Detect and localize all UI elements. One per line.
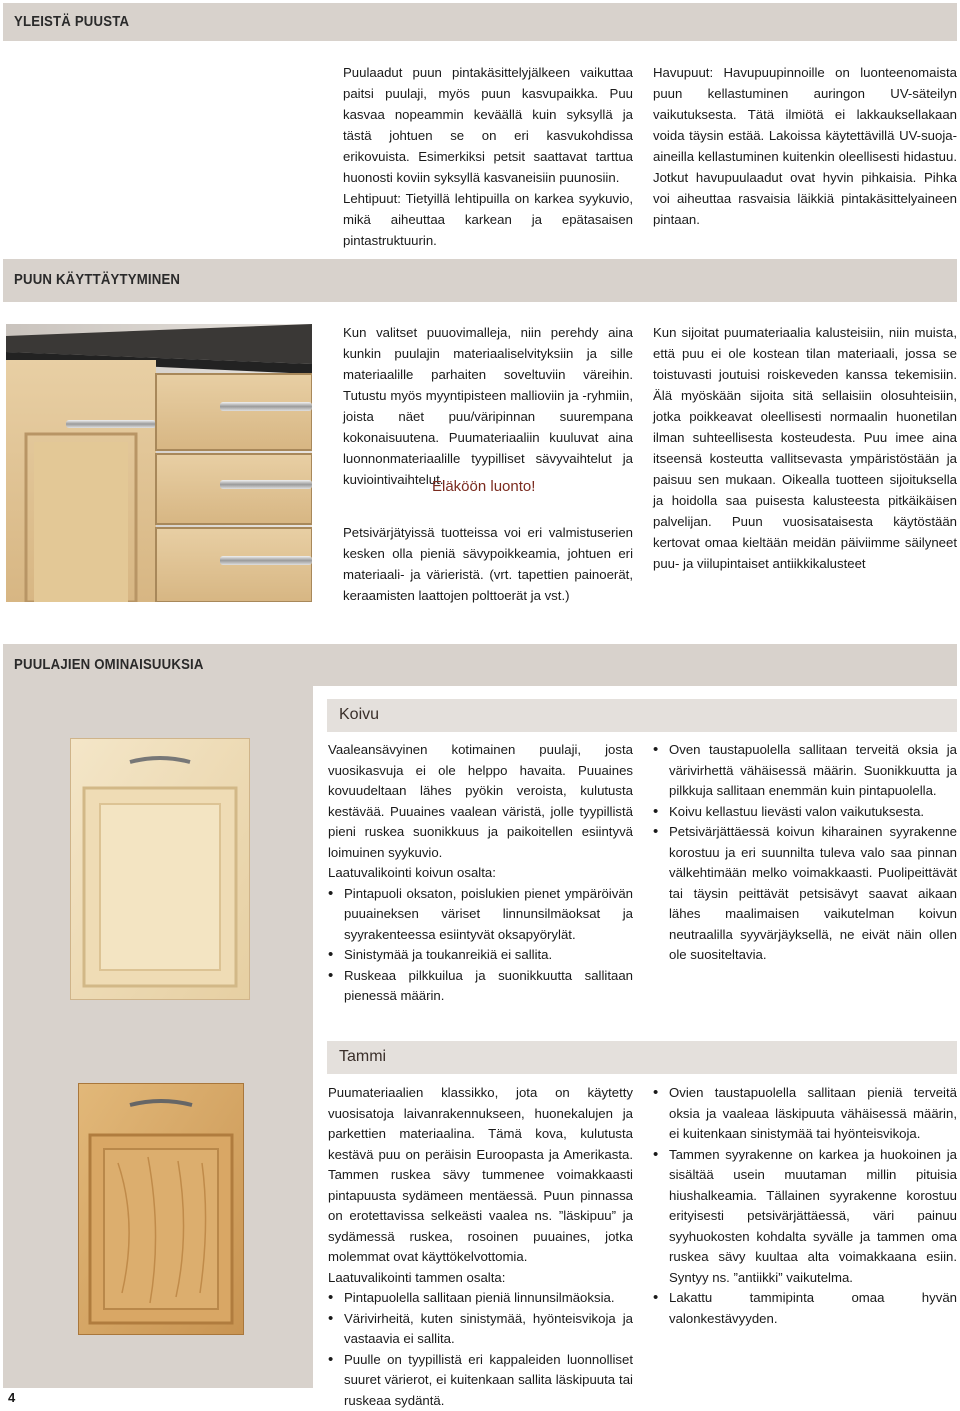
list-item: • Lakattu tammipinta omaa hyvän valonkestävyyden. — [653, 1288, 957, 1329]
behavior-text-col1 — [343, 322, 633, 490]
kitchen-cabinet-illustration — [6, 324, 312, 602]
kitchen-cabinet-photo — [6, 324, 312, 602]
section-title-behavior: PUUN KÄYTTÄYTYMINEN — [14, 271, 180, 288]
tammi-intro: Puumateriaalien klassikko, jota on käytetty vuosisatoja laivanrakennukseen, huonekalujen ja parkettien materiaalina. Tämä kova, kulutusta kestävä puu on peräisin Euroopasta ja Amerikasta. Tammen ruskea sävy tummenee voimakkaasti pintapuusta sydämeen mentäessä. Puun pinnassa on erotettavissa selkeästi vaalea ns. ”läskipuu” ja sydämessä ruskea, rosoinen puuaines, jotka molemmat ovat käyttökelvottomia. — [328, 1083, 633, 1268]
tammi-subhead — [327, 1041, 957, 1074]
tammi-right-bullets — [653, 1083, 957, 1329]
behavior-text-col1b — [343, 522, 633, 606]
behavior-text-col2 — [653, 322, 957, 574]
behavior-col1-p2: Petsivärjätyissä tuotteissa voi eri valmistuserien kesken olla pieniä sävypoikkeamia, johtuen eri materiaali- ja värieristä. (vrt. tapettien painoerät, keraamisten laattojen polttoerät ja vst.) — [343, 522, 633, 606]
koivu-text-col1 — [328, 740, 633, 1007]
page-number: 4 — [8, 1390, 15, 1405]
general-col2-p1: Havupuut: Havupuupinnoille on luonteenomaista puun kellastuminen auringon UV-säteilyn vaikutuksesta. Tätä ilmiötä ei lakkauksellakaan voida täysin estää. Lakoissa käytettävillä UV-suoja-aineilla kellastuminen kuitenkin oleellisesti hidastuu. Jotkut havupuulaadut ovat hyvin pihkaisia. Pihka voi aiheuttaa rasvaisia läikkiä pintakäsittelyaineen pintaan. — [653, 62, 957, 230]
koivu-text-col2 — [653, 740, 957, 966]
general-text-col1 — [343, 62, 633, 251]
section-title-properties: PUULAJIEN OMINAISUUKSIA — [14, 656, 204, 673]
section-title-general: YLEISTÄ PUUSTA — [14, 13, 129, 30]
list-item: • Ruskeaa pilkkuilua ja suonikkuutta sallitaan pienessä määrin. — [328, 966, 633, 1007]
list-item: • Pintapuolella sallitaan pieniä linnunsilmäoksia. — [328, 1288, 633, 1309]
koivu-title: Koivu — [339, 706, 379, 724]
tammi-text-col1 — [328, 1083, 633, 1411]
slogan: Eläköön luonto! — [432, 478, 535, 495]
list-item: • Värivirheitä, kuten sinistymää, hyönteisvikoja ja vastaavia ei sallita. — [328, 1309, 633, 1350]
tammi-title: Tammi — [339, 1048, 386, 1066]
koivu-left-bullets — [328, 884, 633, 1007]
koivu-quality-label: Laatuvalikointi koivun osalta: — [328, 863, 633, 884]
section-band-general — [3, 3, 957, 41]
list-item: • Petsivärjättäessä koivun kiharainen syyrakenne korostuu ja eri suunnilta tuleva valo saa pinnan välkehtimään melko voimakkaasti. Puolipeittävät tai täysin peittävät petsisävyt saavat aikaan lähes maalimaisen vaikutelman koivun neutraalilla syyvärjäyksellä, ne eivät näin ollen ole suositeltavia. — [653, 822, 957, 966]
general-col1-p2: Lehtipuut: Tietyillä lehtipuilla on karkea syykuvio, mikä aiheuttaa karkean ja epätasaisen pintastruktuurin. — [343, 188, 633, 251]
list-item: • Tammen syyrakenne on karkea ja huokoinen ja sisältää usein muutaman millin pituisia hiushalkeamia. Tällainen syyrakenne korostuu erityisesti petsivärjättäessä, väri painuu syyhuokosten kohdalta syvälle ja tammen oma ruskea sävy kuultaa alta voimakkaana esiin. Syntyy ns. ”antiikki” vaikutelma. — [653, 1145, 957, 1289]
behavior-col2-p1: Kun sijoitat puumateriaalia kalusteisiin, niin muista, että puu ei ole kostean tilan materiaali, jossa se toistuvasti joutuisi roiskeveden kanssa tekemisiin. Älä myöskään sijoita sitä sellaisiin olosuhteisiin, jotka poikkeavat oleellisesti normaalin huonetilan ilman suhteellisesta kosteudesta. Puu imee aina itseensä kosteutta vallitsevasta ympäristöstään ja paisuu sen mukaan. Oikealla tuotteen sijoituksella ja hoidolla saa puisesta kalusteesta pitkäikäisen palvelijan. Puun vuosisataisesta käytöstään kertovat omaa kieltään meidän päiviimme säilyneet puu- ja viilupintaiset antiikkikalusteet — [653, 322, 957, 574]
list-item: • Sinistymää ja toukanreikiä ei sallita. — [328, 945, 633, 966]
tammi-door-illustration — [78, 1083, 244, 1335]
list-item: • Koivu kellastuu lievästi valon vaikutuksesta. — [653, 802, 957, 823]
tammi-text-col2 — [653, 1083, 957, 1329]
general-text-col2 — [653, 62, 957, 230]
list-item: • Oven taustapuolella sallitaan terveitä oksia ja värivirhettä vähäisessä määrin. Suonikkuutta ja pilkkuja sallitaan enemmän kuin pintapuolella. — [653, 740, 957, 802]
koivu-intro: Vaaleansävyinen kotimainen puulaji, josta vuosikasvuja ei ole helppo havaita. Puuaines kovuudeltaan lähes pyökin veroista, kulutusta kestävää. Puuaines vaalean väristä, jolle tyypillistä pieni ruskea suonikkuus ja paikoitellen esiintyvä loimuinen syykuvio. — [328, 740, 633, 863]
general-col1-p1: Puulaadut puun pintakäsittelyjälkeen vaikuttaa paitsi puulaji, myös puun kasvupaikka. Puu kasvaa nopeammin keväällä kuin syksyllä ja tästä johtuen se on eri kasvukohdissa erikovuista. Esimerkiksi petsit saattavat tarttua huonosti koviin syksyllä kasvaneisiin puunosiin. — [343, 62, 633, 188]
koivu-subhead — [327, 699, 957, 732]
tammi-door-photo — [78, 1083, 244, 1335]
list-item: • Puulle on tyypillistä eri kappaleiden luonnolliset suuret värierot, ei kuitenkaan sallita läskipuuta tai ruskeaa sydäntä. — [328, 1350, 633, 1411]
tammi-quality-label: Laatuvalikointi tammen osalta: — [328, 1268, 633, 1289]
koivu-door-photo — [70, 738, 250, 1000]
behavior-col1-p1: Kun valitset puuovimalleja, niin perehdy aina kunkin puulajin materiaaliselvityksiin ja sille materiaalille parhaiten soveltuviin väreihin. Tutustu myös myyntipisteen mallioviin ja -ryhmiin, joista näet puu/väripinnan suurempana kokonaisuutena. Puumateriaaliin kuuluvat aina luonnonmateriaalille tyypilliset sävyvaihtelut ja kuviointivaihtelut. — [343, 322, 633, 490]
koivu-right-bullets — [653, 740, 957, 966]
koivu-door-illustration — [70, 738, 250, 1000]
list-item: • Pintapuoli oksaton, poislukien pienet ympäröivän puuaineksen väriset linnunsilmäoksat ja syyrakenteessa esiintyvät oksapyörylät. — [328, 884, 633, 946]
list-item: • Ovien taustapuolella sallitaan pieniä terveitä oksia ja vaaleaa läskipuuta vähäisessä määrin, ei kuitenkaan sinistymää tai hyönteisvikoja. — [653, 1083, 957, 1145]
tammi-left-bullets — [328, 1288, 633, 1411]
